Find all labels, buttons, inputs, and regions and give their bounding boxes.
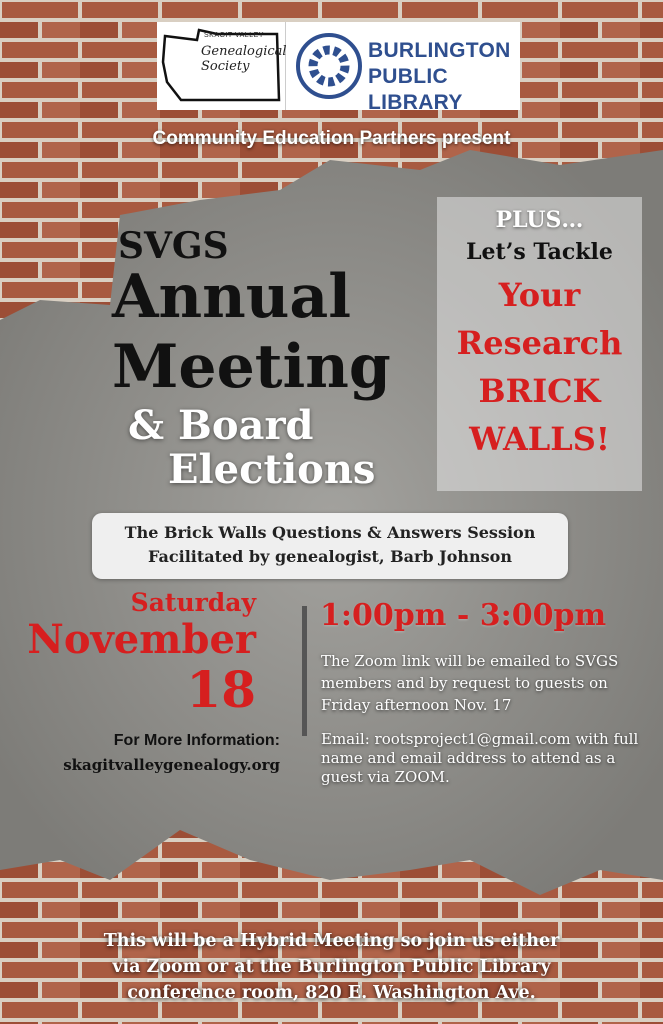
event-time: 1:00pm - 3:00pm bbox=[320, 598, 607, 633]
title-svgs: SVGS bbox=[118, 225, 229, 267]
session-facilitator: Facilitated by genealogist, Barb Johnson bbox=[148, 547, 512, 566]
hybrid-line1: This will be a Hybrid Meeting so join us either bbox=[103, 931, 560, 951]
website-link[interactable]: skagitvalleygenealogy.org bbox=[63, 756, 280, 774]
event-day: 18 bbox=[186, 660, 256, 719]
title-board: & Board bbox=[128, 402, 314, 449]
title-annual: Annual bbox=[112, 262, 352, 332]
email-info: Email: rootsproject1@gmail.com with full name and email address to attend as a guest via ZOOM. bbox=[321, 730, 639, 786]
brick-walls-callout bbox=[437, 197, 642, 491]
hybrid-line2: via Zoom or at the Burlington Public Library bbox=[112, 957, 551, 977]
event-weekday: Saturday bbox=[130, 588, 256, 617]
callout-tackle: Let’s Tackle bbox=[466, 239, 613, 265]
logo-banner bbox=[157, 22, 520, 114]
session-banner bbox=[92, 513, 568, 579]
callout-brick: BRICK bbox=[478, 372, 601, 410]
event-month: November bbox=[27, 616, 256, 663]
svgs-logo-subtitle: SKAGIT VALLEY bbox=[204, 32, 264, 39]
title-elections: Elections bbox=[168, 446, 376, 493]
callout-research: Research bbox=[456, 324, 623, 362]
presenters-heading: Community Education Partners present bbox=[152, 128, 511, 149]
vertical-divider bbox=[302, 606, 307, 736]
hybrid-line3: conference room, 820 E. Washington Ave. bbox=[127, 983, 536, 1003]
svgs-logo-name: Genealogical Society bbox=[201, 44, 287, 74]
library-logo-line2: PUBLIC LIBRARY bbox=[368, 65, 463, 114]
library-logo bbox=[286, 22, 520, 114]
library-logo-line1: BURLINGTON bbox=[368, 39, 511, 62]
svgs-logo bbox=[157, 22, 286, 110]
more-info-label: For More Information: bbox=[113, 732, 280, 749]
callout-walls: WALLS! bbox=[469, 420, 610, 458]
zoom-info: The Zoom link will be emailed to SVGS members and by request to guests on Friday afternoon Nov. 17 bbox=[321, 652, 619, 714]
session-title: The Brick Walls Questions & Answers Session bbox=[124, 523, 536, 542]
callout-your: Your bbox=[498, 276, 581, 314]
callout-plus: PLUS… bbox=[495, 207, 584, 233]
gear-icon bbox=[294, 31, 364, 101]
hybrid-meeting-note bbox=[0, 928, 663, 1006]
title-meeting: Meeting bbox=[112, 332, 391, 402]
